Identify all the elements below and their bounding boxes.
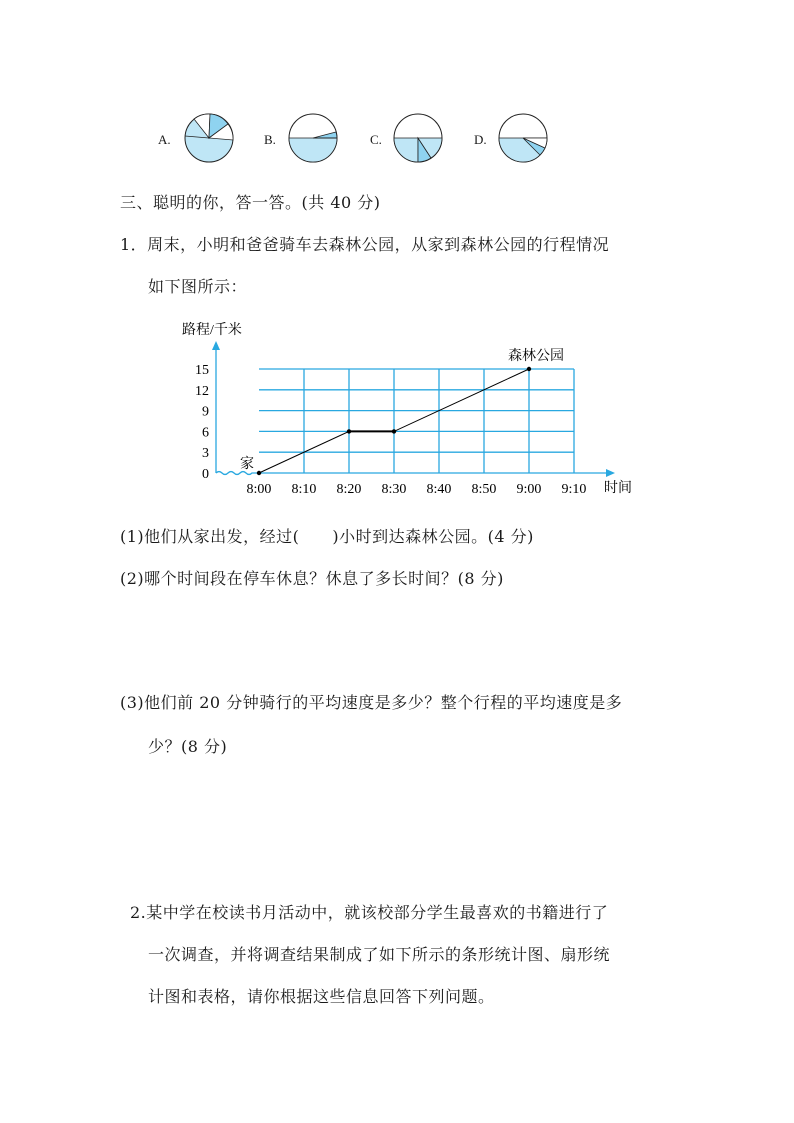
section-heading: 三、聪明的你，答一答。(共 40 分) — [120, 193, 381, 212]
y-tick-label: 12 — [195, 383, 209, 399]
option-a-pie[interactable] — [182, 112, 238, 164]
q1-sub3-line2: 少？(8 分) — [148, 737, 228, 756]
option-b-pie[interactable] — [286, 112, 342, 164]
option-b-label[interactable]: B. — [264, 132, 276, 147]
option-c-label[interactable]: C. — [370, 132, 382, 147]
x-axis-label: 时间 — [604, 481, 632, 496]
chart-ticks — [195, 363, 586, 497]
q1-text-line2: 如下图所示： — [148, 277, 248, 296]
option-d-label[interactable]: D. — [474, 132, 487, 147]
start-annotation: 家 — [240, 457, 254, 472]
q1-text-line1: 1．周末，小明和爸爸骑车去森林公园，从家到森林公园的行程情况 — [120, 235, 610, 254]
option-d-pie[interactable] — [496, 112, 552, 164]
q2-text-line3: 计图和表格，请你根据这些信息回答下列问题。 — [148, 987, 495, 1006]
distance-time-chart — [160, 310, 650, 500]
x-tick-label: 8:50 — [471, 482, 497, 497]
data-point — [392, 429, 396, 433]
option-a-label[interactable]: A. — [158, 132, 171, 147]
data-point — [257, 471, 261, 475]
y-tick-label: 0 — [202, 467, 209, 482]
x-tick-label: 8:30 — [381, 482, 407, 497]
y-axis-arrow — [212, 341, 220, 350]
x-tick-label: 9:10 — [561, 482, 587, 497]
x-tick-label: 9:00 — [516, 482, 542, 497]
x-axis-arrow — [606, 469, 615, 477]
y-tick-label: 6 — [202, 425, 209, 441]
x-tick-label: 8:40 — [426, 482, 452, 497]
x-tick-label: 8:10 — [291, 482, 317, 497]
y-tick-label: 15 — [195, 363, 209, 378]
option-c-pie[interactable] — [391, 112, 447, 164]
q1-sub2: (2)哪个时间段在停车休息？休息了多长时间？(8 分) — [120, 569, 504, 588]
q1-sub3-line1: (3)他们前 20 分钟骑行的平均速度是多少？整个行程的平均速度是多 — [120, 693, 623, 712]
q1-sub1: (1)他们从家出发，经过( )小时到达森林公园。(4 分) — [120, 527, 534, 546]
end-annotation: 森林公园 — [508, 349, 564, 364]
q2-text-line1: 2.某中学在校读书月活动中，就该校部分学生最喜欢的书籍进行了 — [130, 903, 609, 922]
q2-text-line2: 一次调查，并将调查结果制成了如下所示的条形统计图、扇形统 — [148, 945, 611, 964]
x-tick-label: 8:20 — [336, 482, 362, 497]
y-tick-label: 3 — [202, 446, 209, 462]
data-point — [527, 367, 531, 371]
data-point — [347, 429, 351, 433]
y-axis-label: 路程/千米 — [182, 323, 242, 338]
y-tick-label: 9 — [202, 404, 209, 420]
x-tick-label: 8:00 — [246, 482, 272, 497]
